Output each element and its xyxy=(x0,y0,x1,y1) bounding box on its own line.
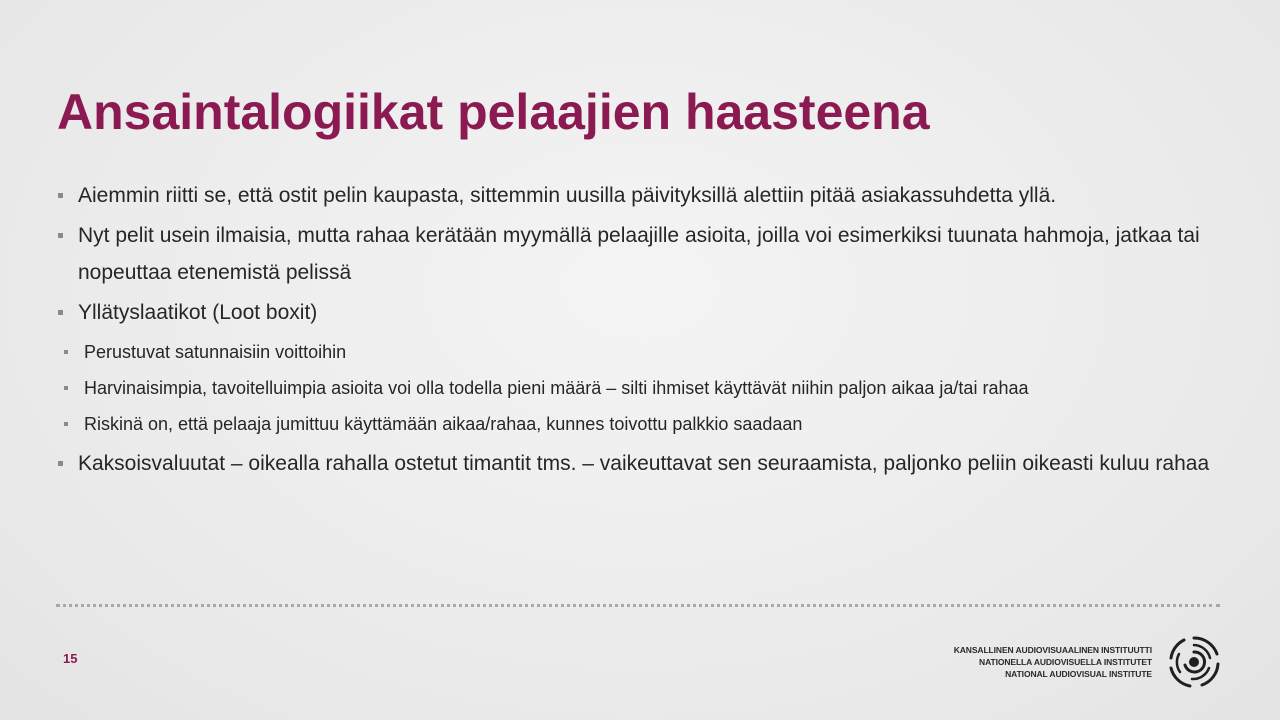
square-bullet-icon xyxy=(64,350,68,354)
bullet-item xyxy=(56,177,1236,214)
bullet-text: Kaksoisvaluutat – oikealla rahalla ostetut timantit tms. – vaikeuttavat sen seuraamista, paljonko peliin oikeasti kuluu rahaa xyxy=(78,452,1210,475)
sub-bullet-text: Perustuvat satunnaisiin voittoihin xyxy=(84,342,347,362)
square-bullet-icon xyxy=(64,386,68,390)
square-bullet-icon xyxy=(58,310,63,315)
sub-bullet-text: Harvinaisimpia, tavoitelluimpia asioita voi olla todella pieni määrä – silti ihmiset käyttävät niihin paljon aikaa ja/tai rahaa xyxy=(84,378,1029,398)
sub-bullet-group xyxy=(56,334,1236,442)
square-bullet-icon xyxy=(58,233,63,238)
square-bullet-icon xyxy=(58,193,63,198)
sub-bullet-item xyxy=(56,406,1236,442)
bullet-list xyxy=(56,177,1236,485)
sub-bullet-list xyxy=(56,334,1236,442)
square-bullet-icon xyxy=(58,461,63,466)
slide-title: Ansaintalogiikat pelaajien haasteena xyxy=(57,84,930,140)
institute-name-sv: NATIONELLA AUDIOVISUELLA INSTITUTET xyxy=(979,657,1152,667)
bullet-text: Nyt pelit usein ilmaisia, mutta rahaa kerätään myymällä pelaajille asioita, joilla voi esimerkiksi tuunata hahmoja, jatkaa tai nopeuttaa etenemistä pelissä xyxy=(78,224,1200,284)
bullet-item xyxy=(56,217,1236,291)
sub-bullet-item xyxy=(56,370,1236,406)
institute-name xyxy=(954,644,1152,680)
bullet-text: Aiemmin riitti se, että ostit pelin kaupasta, sittemmin uusilla päivityksillä alettiin pitää asiakassuhdetta yllä. xyxy=(78,184,1057,207)
institute-name-en: NATIONAL AUDIOVISUAL INSTITUTE xyxy=(1005,669,1152,679)
page-number: 15 xyxy=(63,651,78,666)
sub-bullet-text: Riskinä on, että pelaaja jumittuu käyttämään aikaa/rahaa, kunnes toivottu palkkio saadaan xyxy=(84,414,803,434)
sub-bullet-item xyxy=(56,334,1236,370)
footer-divider xyxy=(56,604,1220,607)
kavi-logo-icon xyxy=(1166,634,1222,690)
bullet-item xyxy=(56,294,1236,331)
institute-logo xyxy=(953,632,1232,692)
bullet-item xyxy=(56,445,1236,482)
square-bullet-icon xyxy=(64,422,68,426)
institute-name-fi: KANSALLINEN AUDIOVISUAALINEN INSTITUUTTI xyxy=(953,645,1152,655)
bullet-text: Yllätyslaatikot (Loot boxit) xyxy=(78,301,318,324)
